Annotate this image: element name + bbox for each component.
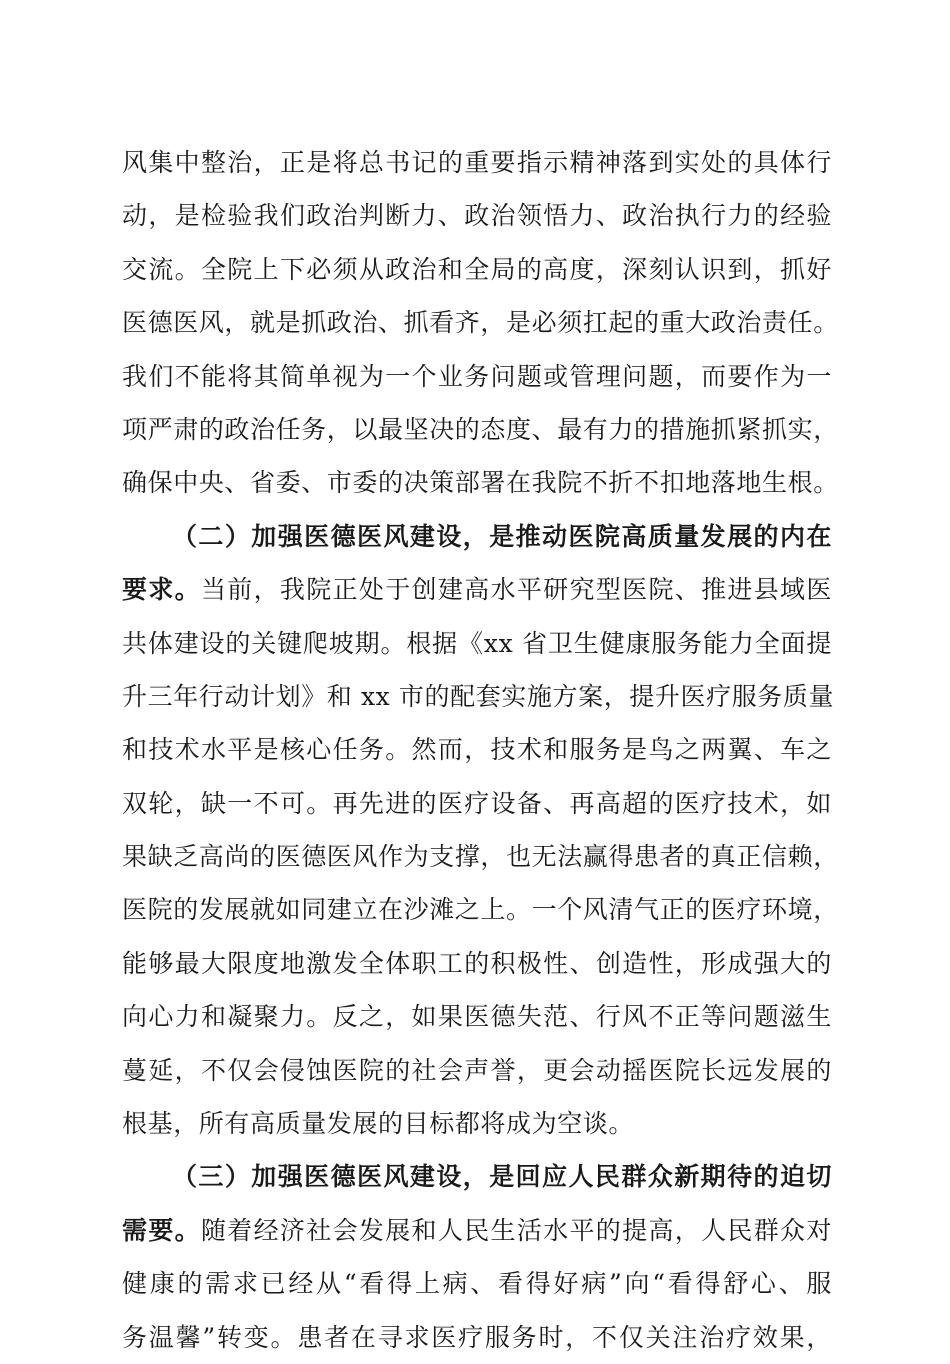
text-line: 和技术水平是核心任务。然而，技术和服务是鸟之两翼、车之 [122,735,832,765]
text-line: 项严肃的政治任务，以最坚决的态度、最有力的措施抓紧抓实， [122,414,839,444]
paragraph-2 [122,510,839,1151]
section-heading-end: 要求。 [122,575,201,605]
section-heading: （二）加强医德医风建设，是推动医院高质量发展的内在 [172,521,832,551]
text-line: 健康的需求已经从“看得上病、看得好病”向“看得舒心、服 [122,1269,832,1299]
document-page [122,136,839,1364]
text-line: 果缺乏高尚的医德医风作为支撑，也无法赢得患者的真正信赖， [122,842,839,872]
text-line: 双轮，缺一不可。再先进的医疗设备、再高超的医疗技术，如 [122,788,832,818]
text-line: 共体建设的关键爬坡期。根据《xx 省卫生健康服务能力全面提 [122,628,832,658]
text-line: 风集中整治，正是将总书记的重要指示精神落到实处的具体行 [122,148,832,177]
text-line: 升三年行动计划》和 xx 市的配套实施方案，提升医疗服务质量 [122,681,835,711]
text-line: 向心力和凝聚力。反之，如果医德失范、行风不正等问题滋生 [122,1002,832,1032]
text-line: 需要。随着经济社会发展和人民生活水平的提高，人民群众对 [122,1215,832,1245]
text-line: 要求。当前，我院正处于创建高水平研究型医院、推进县域医 [122,575,832,605]
text-line: 医院的发展就如同建立在沙滩之上。一个风清气正的医疗环境， [122,895,839,925]
paragraph-1 [122,136,839,510]
section-heading: （三）加强医德医风建设，是回应人民群众新期待的迫切 [172,1162,832,1192]
section-heading-line [122,510,832,563]
text-line: 动，是检验我们政治判断力、政治领悟力、政治执行力的经验 [122,201,832,231]
text-line: 医德医风，就是抓政治、抓看齐，是必须扛起的重大政治责任。 [122,308,839,338]
paragraph-3 [122,1150,832,1364]
text-line: 能够最大限度地激发全体职工的积极性、创造性，形成强大的 [122,948,832,978]
section-heading-line [122,1150,832,1203]
text-line: 交流。全院上下必须从政治和全局的高度，深刻认识到，抓好 [122,254,832,284]
text-line: 蔓延，不仅会侵蚀医院的社会声誉，更会动摇医院长远发展的 [122,1055,832,1085]
text-line: 根基，所有高质量发展的目标都将成为空谈。 [122,1109,635,1139]
text-line: 确保中央、省委、市委的决策部署在我院不折不扣地落地生根。 [122,468,839,498]
text-line: 务温馨”转变。患者在寻求医疗服务时，不仅关注治疗效果， [122,1322,832,1352]
section-heading-end: 需要。 [122,1215,201,1245]
text-line: 我们不能将其简单视为一个业务问题或管理问题，而要作为一 [122,361,832,391]
